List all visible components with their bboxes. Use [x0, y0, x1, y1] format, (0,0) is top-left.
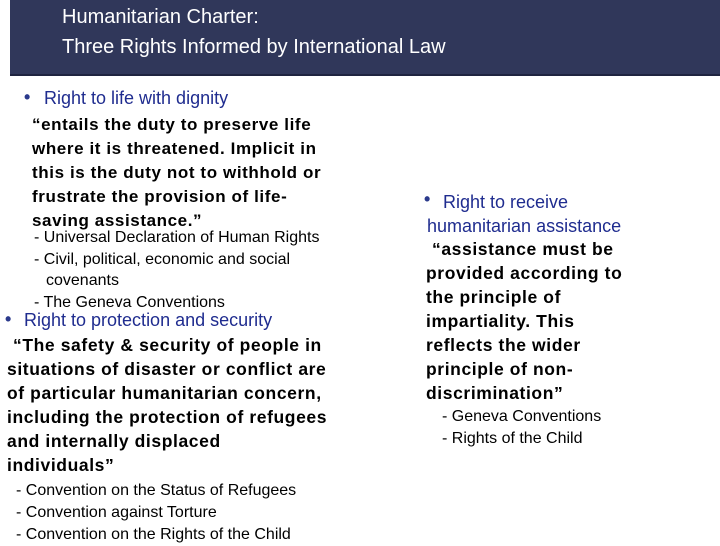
right-to-life-quote: [32, 113, 321, 233]
reference-item: - Rights of the Child: [442, 430, 583, 447]
quote-line: “The safety & security of people in: [13, 335, 322, 355]
quote-line: “assistance must be: [432, 239, 614, 259]
quote-line: saving assistance.”: [32, 211, 203, 230]
title-line-1: Humanitarian Charter:: [62, 6, 259, 28]
reference-item: covenants: [46, 272, 119, 289]
quote-line: individuals”: [7, 455, 115, 475]
quote-line: provided according to: [426, 263, 623, 283]
title-line-2: Three Rights Informed by International Law: [62, 36, 446, 58]
quote-line: the principle of: [426, 287, 562, 307]
reference-item: - Convention against Torture: [16, 504, 217, 521]
right-to-protection-quote: [7, 333, 327, 477]
right-to-protection-references: [16, 480, 296, 546]
bullet-icon: •: [5, 309, 12, 329]
right-to-protection-heading: Right to protection and security: [24, 310, 273, 330]
quote-line: this is the duty not to withhold or: [32, 163, 322, 182]
reference-item: - The Geneva Conventions: [34, 293, 225, 311]
reference-item: - Universal Declaration of Human Rights: [34, 229, 320, 246]
heading-line: humanitarian assistance: [427, 216, 622, 236]
quote-line: situations of disaster or conflict are: [7, 359, 327, 379]
right-to-life-references: [34, 227, 319, 313]
quote-line: “entails the duty to preserve life: [32, 115, 312, 134]
reference-item: - Geneva Conventions: [442, 408, 602, 425]
right-to-assistance-quote: [426, 237, 622, 405]
quote-line: impartiality. This: [426, 311, 575, 331]
quote-line: and internally displaced: [7, 431, 221, 451]
bullet-icon: •: [24, 87, 31, 107]
reference-item: - Convention on the Status of Refugees: [16, 482, 297, 499]
reference-item: - Convention on the Rights of the Child: [16, 526, 291, 543]
quote-line: of particular humanitarian concern,: [7, 383, 322, 403]
heading-line: Right to receive: [443, 192, 569, 212]
quote-line: frustrate the provision of life-: [32, 187, 288, 206]
quote-line: where it is threatened. Implicit in: [32, 139, 317, 158]
right-to-assistance-references: [442, 406, 601, 450]
quote-line: reflects the wider: [426, 335, 581, 355]
bullet-icon: •: [424, 189, 431, 209]
reference-item: - Civil, political, economic and social: [34, 250, 291, 268]
quote-line: discrimination”: [426, 383, 564, 403]
quote-line: including the protection of refugees: [7, 407, 328, 427]
slide-header: [10, 0, 720, 76]
quote-line: principle of non-: [426, 359, 574, 379]
right-to-assistance-heading: [427, 190, 621, 238]
right-to-life-heading: Right to life with dignity: [44, 88, 229, 108]
